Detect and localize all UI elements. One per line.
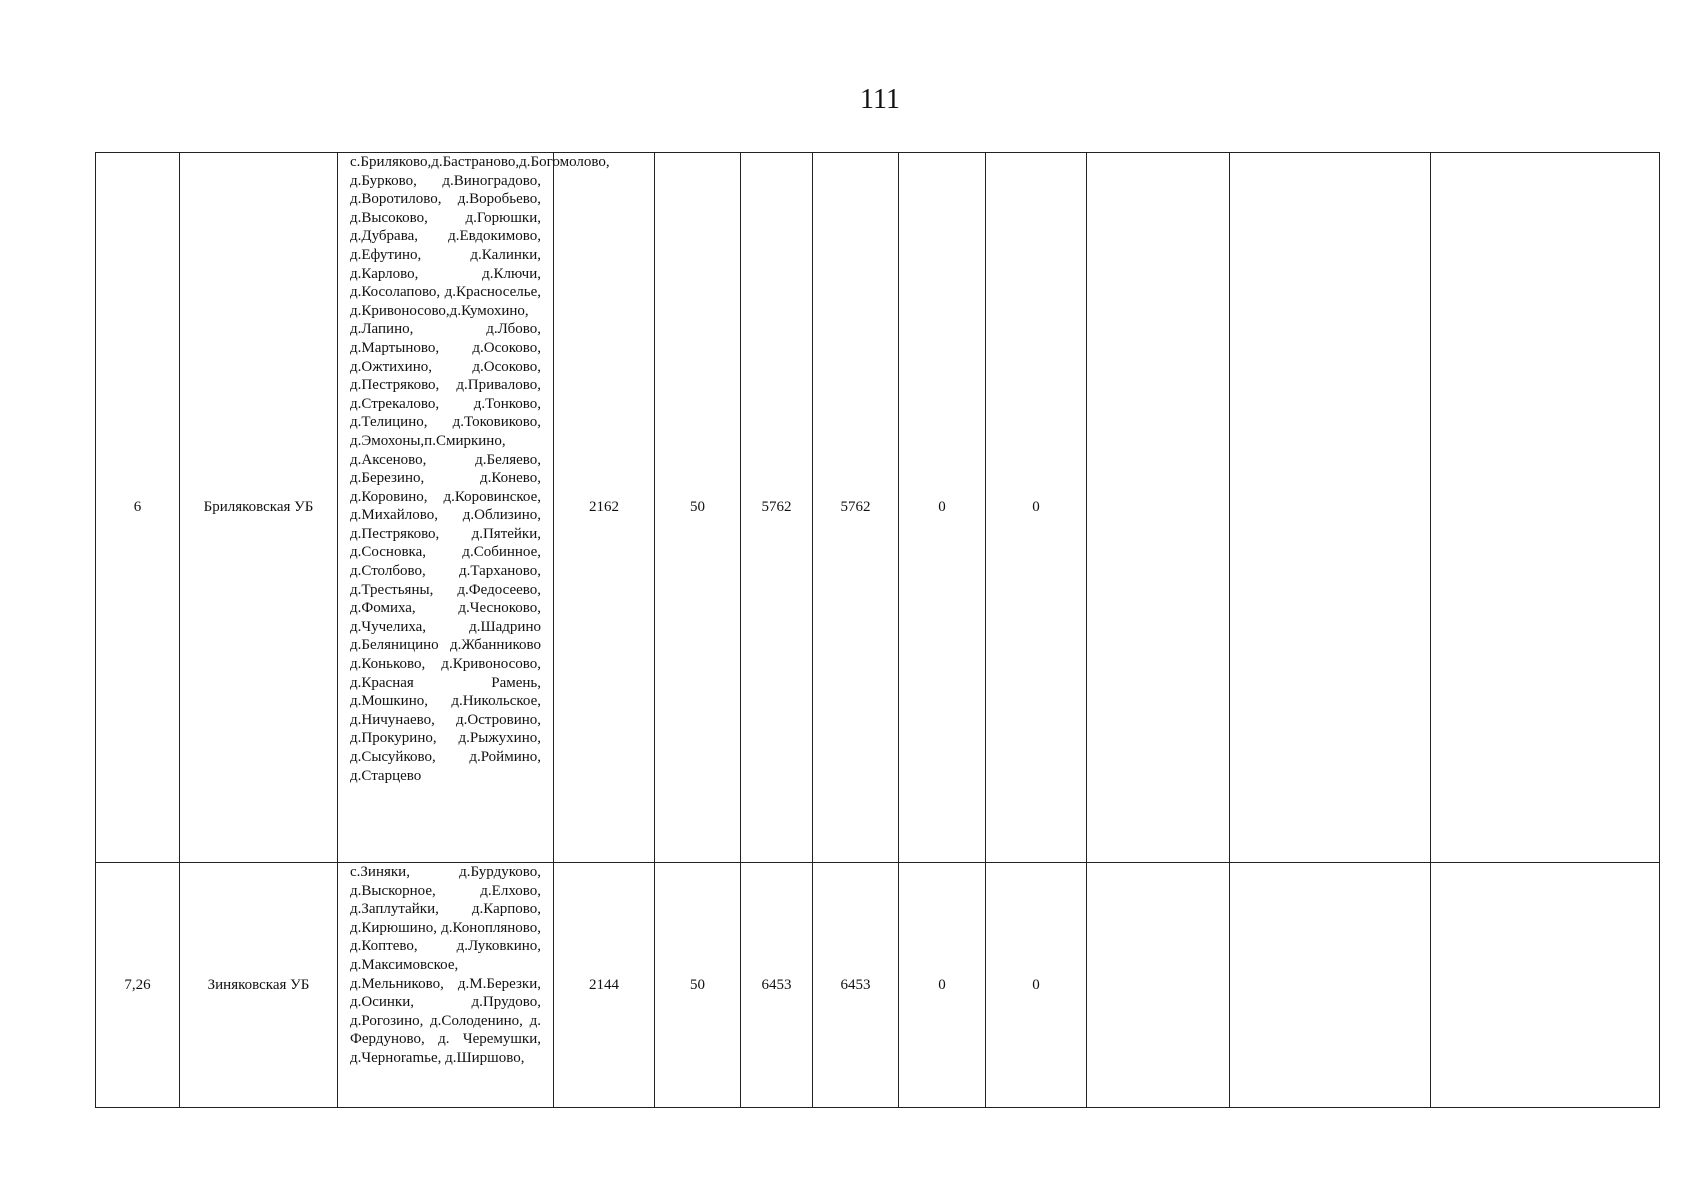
cell-value: 50 xyxy=(655,153,741,863)
cell-number: 7,26 xyxy=(96,863,180,1108)
cell-value: 2144 xyxy=(554,863,655,1108)
data-table xyxy=(95,152,1660,1108)
cell-value: 50 xyxy=(655,863,741,1108)
page-number: 111 xyxy=(860,84,900,115)
cell-empty xyxy=(1087,153,1230,863)
cell-value: 5762 xyxy=(741,153,813,863)
cell-value: 5762 xyxy=(813,153,899,863)
cell-institution: Бриляковская УБ xyxy=(180,153,338,863)
cell-empty xyxy=(1087,863,1230,1108)
cell-number: 6 xyxy=(96,153,180,863)
table-row xyxy=(96,153,1660,863)
cell-empty xyxy=(1230,863,1431,1108)
cell-value: 6453 xyxy=(741,863,813,1108)
cell-value: 0 xyxy=(986,863,1087,1108)
table-row xyxy=(96,863,1660,1108)
cell-value: 2162 xyxy=(554,153,655,863)
cell-empty xyxy=(1431,153,1660,863)
cell-empty xyxy=(1230,153,1431,863)
cell-value: 6453 xyxy=(813,863,899,1108)
cell-value: 0 xyxy=(899,153,986,863)
cell-value: 0 xyxy=(986,153,1087,863)
cell-value: 0 xyxy=(899,863,986,1108)
settlements-text: с.Бриляково,д.Бастраново,д.Богомолово, д.Бурково, д.Виноградово, д.Воротилово, д.Воробьево, д.Высоково, д.Горюшки, д.Дубрава, д.Евдокимово, д.Ефутино, д.Калинки, д.Карлово, д.Ключи, д.Косолапово, д.Красноселье, д.Кривоносово,д.Кумохино, д.Лапино, д.Лбово, д.Мартыново, д.Осоково, д.Ожтихино, д.Осоково, д.Пестряково, д.Привалово, д.Стрекалово, д.Тонково, д.Телицино, д.Токовиково, д.Эмохоны,п.Смиркино, д.Аксеново, д.Беляево, д.Березино, д.Конево, д.Коровино, д.Коровинское, д.Михайлово, д.Облизино, д.Пестряково, д.Пятейки, д.Сосновка, д.Собинное, д.Столбово, д.Тарханово, д.Трестьяны, д.Федосеево, д.Фомиха, д.Чесноково, д.Чучелиха, д.Шадрино д.Беляницино д.Жбанниково д.Коньково, д.Кривоносово, д.Красная Рамень, д.Мошкино, д.Никольское, д.Ничунаево, д.Островино, д.Прокурино, д.Рыжухино, д.Сысуйково, д.Роймино, д.Старцево xyxy=(350,154,610,784)
cell-settlements xyxy=(338,863,554,1108)
settlements-text: с.Зиняки, д.Бурдуково, д.Выскорное, д.Елхово, д.Заплутайки, д.Карпово, д.Кирюшино, д.Конопляново, д.Коптево, д.Луковкино, д.Максимовское, д.Мельниково, д.М.Березки, д.Осинки, д.Прудово, д.Рогозино, д.Солоденино, д. Фердуново, д. Черемушки, д.Черноramье, д.Ширшово, xyxy=(350,864,541,1066)
cell-institution: Зиняковская УБ xyxy=(180,863,338,1108)
cell-empty xyxy=(1431,863,1660,1108)
